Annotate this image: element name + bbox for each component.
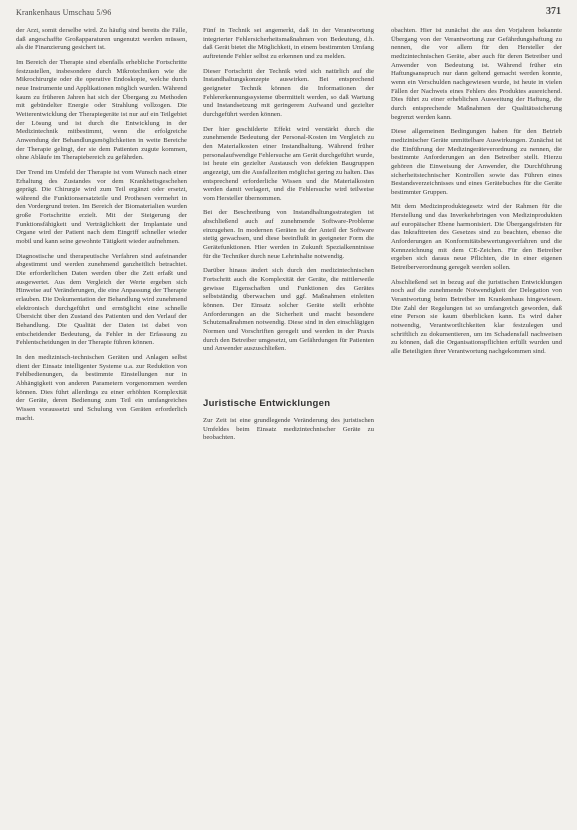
paragraph: Bei der Beschreibung von Instandhaltungsstrategien ist abschließend auch auf zunehmende Software-Probleme einzugehen. In modernen Geräten ist der Anteil der Software stetig gewachsen, und diese beeinflußt in geeigneter Form die Gerätefunktionen. Hier werden in Zukunft Spezialkenntnisse für die Techniker durch neue Lehrinhalte notwendig. (203, 209, 374, 260)
paragraph: der Arzt, somit derselbe wird. Zu häufig sind bereits die Fälle, daß angeschaffte Großapparaturen ungenutzt werden müssen, als die Finanzierung gesichert ist. (16, 27, 187, 52)
section-spacer (203, 360, 374, 386)
column-1 (16, 27, 187, 822)
paragraph: Darüber hinaus ändert sich durch den medizintechnischen Fortschritt auch die Komplexität der Geräte, die mittlerweile gewisse Eigenschaften und Funktionen des Gerätes selbstständig überwachen und ggf. Maßnahmen einleiten können. Der Einsatz solcher Geräte stellt erhöhte Anforderungen an die Sicherheit und macht besondere Schutzmaßnahmen notwendig. Diese sind in den einschlägigen Normen und Vorschriften geregelt und werden in der Praxis durch den Betreiber umgesetzt, um Gefährdungen für Patienten und Anwender auszuschließen. (203, 267, 374, 353)
paragraph: Abschließend sei in bezug auf die juristischen Entwicklungen noch auf die zunehmende Notwendigkeit der Delegation von Verantwortung beim Betreiber im Krankenhaus hingewiesen. Die Zahl der Regelungen ist so umfangreich geworden, daß eine Person sie kaum überblicken kann. Es wird daher notwendig, Verantwortlichkeiten klar festzulegen und schriftlich zu dokumentieren, um im Schadensfall nachweisen zu können, daß die Organisationspflichten erfüllt wurden und alle Beteiligten ihrer Verantwortung nachgekommen sind. (391, 278, 562, 355)
paragraph: obachten. Hier ist zunächst die aus den Vorjahren bekannte Übergang von der Verantwortung zur Gefährdungshaftung zu nennen, die vor allem für den Hersteller der medizintechnischen Geräte, aber auch für deren Betreiber und Anwender von Bedeutung ist. Während früher ein Haftungsanspruch nur dann geltend gemacht werden konnte, wenn ein Verschulden nachgewiesen wurde, ist heute in vielen Fällen der Nachweis eines Fehlers des Produktes ausreichend. Dies führt zu einer erheblichen Ausweitung der Haftung, die durch entsprechende Maßnahmen der Qualitätssicherung begrenzt werden kann. (391, 27, 562, 121)
section-heading: Juristische Entwicklungen (203, 397, 331, 409)
column-2 (203, 27, 374, 822)
paragraph: Diagnostische und therapeutische Verfahren sind aufeinander abgestimmt und werden zunehmend ganzheitlich betrachtet. Die erforderlichen Daten werden über die Zeit erfaßt und ausgewertet. Aus dem Vergleich der Werte ergeben sich Hinweise auf Veränderungen, die eine Anpassung der Therapie erlauben. Die Dokumentation der Behandlung wird zunehmend elektronisch durchgeführt und ermöglicht eine schnelle Übersicht über den Zustand des Patienten und den Verlauf der Behandlung. Die Qualität der Daten ist dabei von entscheidender Bedeutung, da Fehler in der Erfassung zu Fehlentscheidungen in der Therapie führen können. (16, 252, 187, 347)
paragraph: In den medizinisch-technischen Geräten und Anlagen selbst dient der Einsatz intelligenter Systeme u.a. zur Reduktion von Fehlbedienungen, da bestimmte Einstellungen nur in Abhängigkeit von anderen Parametern vorgenommen werden können. Dies führt allerdings zu einer erhöhten Komplexität der Geräte, deren Bedienung zum Teil ein umfangreiches Wissen voraussetzt und Schulung von Geräten erforderlich macht. (16, 353, 187, 422)
paragraph: Mit dem Medizinproduktegesetz wird der Rahmen für die Herstellung und das Inverkehrbringen von Medizinprodukten auf europäischer Ebene harmonisiert. Die Übergangsfristen für das Inkrafttreten des Gesetzes sind zu beachten, ebenso die Anforderungen an Konformitätsbewertungsverfahren und die Kennzeichnung mit dem CE-Zeichen. Für den Betreiber ergeben sich daraus neue Pflichten, die in einer eigenen Betreiberverordnung geregelt werden sollen. (391, 203, 562, 272)
paragraph: Dieser Fortschritt der Technik wird sich natürlich auf die Instandhaltungskonzepte auswirken. Bei entsprechend geeigneter Technik können die Informationen der Fehlererkennungssysteme übermittelt werden, so daß Wartung und Instandsetzung mit geringerem Aufwand und gezielter durchgeführt werden können. (203, 67, 374, 118)
page-number: 371 (546, 6, 561, 17)
column-3 (391, 27, 562, 822)
paragraph: Der hier geschilderte Effekt wird verstärkt durch die zunehmende Bedeutung der Personal-Kosten im Vergleich zu den Materialkosten einer Instandhaltung. Während früher personalaufwendige Fehlersuche am Gerät durchgeführt wurde, ist heute ein gezielter Austausch von defekten Baugruppen angezeigt, um die Ausfallzeiten möglichst gering zu halten. Das entsprechend erforderliche Wissen und die Materialkosten werden damit verlagert, und die Fehlersuche wird teilweise vom Hersteller übernommen. (203, 125, 374, 202)
paragraph: Im Bereich der Therapie sind ebenfalls erhebliche Fortschritte festzustellen, insbesondere durch Mikrotechniken wie die Mikrochirurgie oder die operative Endoskopie, welche durch neue Instrumente und Applikationen möglich wurden. Während kaum zu früheren Jahren hat sich der Übergang zu Methoden mit gebündelter Energie oder Strahlung vollzogen. Die Weiterentwicklung der Therapiegeräte ist nur auf ein Teilgebiet der Lösung und ist durch die Entwicklung in der Medizintechnik mitbestimmt, wenn die erfolgreiche Anwendung der Behandlungsmöglichkeiten in weite Bereiche der Therapie gelingt, der sie dem Patienten zugute kommen, ohne Abläufe im Therapiebereich zu gefährden. (16, 58, 187, 162)
running-title: Krankenhaus Umschau 5/96 (16, 8, 112, 17)
paragraph: Diese allgemeinen Bedingungen haben für den Betrieb medizinischer Geräte unmittelbare Auswirkungen. Zunächst ist die Einführung der Medizingeräteverordnung zu nennen, die bestimmte Anforderungen an den Betreiber stellt. Hierzu gehören die Einweisung der Anwender, die Durchführung sicherheitstechnischer Kontrollen sowie das Führen eines Bestandsverzeichnisses und eines Gerätebuches für die Geräte bestimmter Gruppen. (391, 128, 562, 196)
text-columns (16, 27, 561, 822)
paragraph: Fünf in Technik sei angemerkt, daß in der Verantwortung integrierter Fehlersicherheitsmaßnahmen von Bedeutung, d.h. daß Gerät bietet die Möglichkeit, in einem bestimmten Umfang auftretende Fehler selbst zu erkennen und zu melden. (203, 27, 374, 60)
paragraph: Der Trend im Umfeld der Therapie ist vom Wunsch nach einer Erhaltung des Zustandes vor dem Krankheitsgeschehen geprägt. Die Chirurgie wird zum Teil ergänzt oder ersetzt, während die Funktionsersatzteile und Prothesen vermehrt in den Vordergrund treten. Im Bereich der Biomaterialien wurden große Fortschritte erzielt. Mit der Steigerung der Funktionsfähigkeit und Verträglichkeit der Implantate und Organe wird der Patient nach dem Eingriff schneller wieder mobil und kann seine gewohnte Tätigkeit wieder aufnehmen. (16, 168, 187, 246)
paragraph: Zur Zeit ist eine grundlegende Veränderung des juristischen Umfeldes beim Einsatz medizintechnischer Geräte zu beobachten. (203, 416, 374, 442)
page-header (16, 6, 561, 22)
